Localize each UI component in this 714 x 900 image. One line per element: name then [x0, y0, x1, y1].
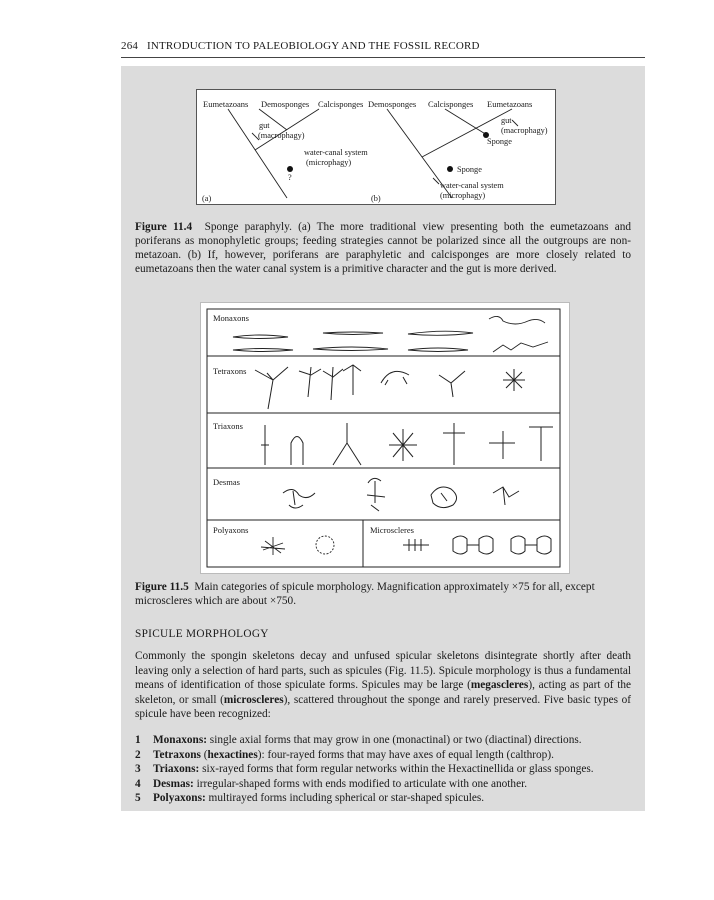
cladogram-b-gut-label: gut: [501, 116, 512, 125]
list-item-term: Triaxons:: [153, 763, 200, 775]
list-item-term: Desmas:: [153, 777, 194, 790]
list-item-number: 1: [135, 734, 141, 746]
microsclere-spicule-1: [403, 539, 429, 551]
triaxon-spicule-7: [529, 427, 553, 461]
row-label-desmas: Desmas: [213, 477, 240, 487]
list-item-number: 2: [135, 748, 141, 761]
monaxon-spicules: [233, 316, 548, 352]
cladogram-a-taxon-1: Eumetazoans: [203, 99, 249, 109]
triaxon-spicule-5: [443, 423, 465, 465]
row-label-tetraxons: Tetraxons: [213, 366, 247, 376]
monaxon-spicule-4: [489, 316, 545, 324]
cladogram-b-taxon-3: Eumetazoans: [487, 99, 533, 109]
row-label-microscleres: Microscleres: [370, 525, 414, 535]
triaxon-spicule-3: [333, 423, 361, 465]
cladogram-a-taxon-3: Calcisponges: [318, 99, 364, 109]
list-item-text: single axial forms that may grow in one (monactinal) or two (diactinal) directions.: [206, 734, 582, 746]
cladogram-a-gut-label: gut: [259, 121, 270, 130]
cladogram-b-wcs-label: water-canal system: [440, 181, 504, 190]
figure-11-4-caption: [135, 220, 631, 276]
cladogram-b-taxon-2: Calcisponges: [428, 99, 474, 109]
list-item: [135, 777, 635, 792]
desma-spicule-3: [431, 487, 457, 508]
polyaxon-spicule-2: [316, 536, 334, 554]
tetraxon-spicule-4: [343, 365, 361, 395]
triaxon-spicules: [261, 423, 553, 465]
microsclere-spicules: [403, 536, 551, 554]
cladogram-a-gut-sub: (macrophagy): [258, 131, 305, 140]
list-item-number: 4: [135, 777, 141, 790]
triaxon-spicule-6: [489, 431, 515, 459]
tetraxon-spicules: [255, 365, 525, 409]
tetraxon-spicule-5: [381, 371, 409, 385]
paragraph-text-1: Commonly the spongin skeletons decay and unfused spicular skeletons disintegrate shortly after death leaving only a selection of hard parts, such as spicules (Fig. 11.5). Spicule morphology is thus a fundamental means of identification of those spiculate forms. Spicules may be large (: [135, 650, 631, 691]
list-item: [135, 733, 635, 748]
list-item-text: (: [200, 748, 208, 761]
running-title: INTRODUCTION TO PALEOBIOLOGY AND THE FOSSIL RECORD: [146, 40, 480, 52]
list-item-text-secondary: ): four-rayed forms that may have axes of equal length (calthrop).: [257, 748, 554, 761]
list-item-term: Monaxons:: [153, 734, 207, 746]
list-item: [135, 748, 635, 763]
figure-11-4-caption-text: Sponge paraphyly. (a) The more traditional view presenting both the eumetazoans and poriferans as monophyletic groups; feeding strategies cannot be polarized since all the outgroups are non-metazoan. (b) If, however, poriferans are paraphyletic and calcisponges are more closely related to eumetazoans then the water canal system is a primitive character and the gut is more derived.: [135, 221, 632, 275]
monaxon-spicule-5: [233, 349, 293, 352]
paragraph-text-3: ), scattered throughout the sponge and rarely preserved. Five basic types of spicule have been recognized:: [135, 693, 631, 720]
cladogram-a-taxon-2: Demosponges: [261, 99, 310, 109]
list-item: [135, 762, 635, 777]
tetraxon-spicule-1: [255, 367, 288, 409]
tetraxon-spicule-2: [299, 367, 321, 397]
list-item-text: irregular-shaped forms with ends modified to articulate with one another.: [193, 777, 528, 790]
row-label-monaxons: Monaxons: [213, 313, 249, 323]
list-item-term-secondary: hexactines: [207, 748, 258, 761]
monaxon-spicule-6: [313, 347, 388, 351]
tetraxon-spicule-3: [323, 367, 343, 400]
monaxon-spicule-7: [408, 348, 468, 352]
page-number: 264: [121, 40, 139, 52]
polyaxon-spicules: [261, 536, 334, 555]
cladogram-a-wcs-label: water-canal system: [304, 148, 368, 157]
monaxon-spicule-1: [233, 335, 288, 339]
desma-spicule-1: [283, 489, 315, 508]
cladogram-a-wcs-sub: (microphagy): [306, 158, 352, 167]
cladogram-b-branch-eumetazoans: [422, 109, 512, 157]
cladogram-b-sponge-upper: Sponge: [487, 137, 512, 146]
cladogram-a-panel-label: (a): [202, 194, 212, 203]
cladogram-figure: [197, 90, 555, 204]
triaxon-spicule-1: [261, 425, 269, 465]
microsclere-spicule-2: [453, 536, 493, 554]
cladogram-b-node-lower: [447, 166, 453, 172]
triaxon-spicule-4: [389, 429, 417, 461]
tetraxon-spicule-7: [503, 369, 525, 391]
list-item-text: multirayed forms including spherical or star-shaped spicules.: [205, 792, 485, 804]
body-paragraph: [135, 649, 631, 722]
cladogram-b-gut-sub: (macrophagy): [501, 126, 548, 135]
running-head: [121, 40, 645, 52]
term-microscleres: microscleres: [223, 693, 284, 706]
list-item-text: six-rayed forms that form regular networks within the Hexactinellida or glass sponges.: [199, 763, 594, 775]
figure-11-5-caption: [135, 580, 631, 608]
polyaxon-spicule-1: [261, 537, 285, 555]
desma-spicule-4: [493, 487, 519, 505]
cladogram-a-question: ?: [288, 173, 292, 182]
cladogram-b-wcs-sub: (microphagy): [440, 191, 486, 200]
row-label-polyaxons: Polyaxons: [213, 525, 249, 535]
row-label-triaxons: Triaxons: [213, 421, 243, 431]
monaxon-spicule-8: [493, 342, 548, 352]
cladogram-b-sponge-lower: Sponge: [457, 165, 482, 174]
list-item-number: 3: [135, 763, 141, 775]
section-heading: SPICULE MORPHOLOGY: [135, 628, 269, 640]
paragraph-text-2: ), acting as part of the skeleton, or small (: [135, 679, 631, 706]
desma-spicule-2: [367, 478, 385, 511]
figure-11-5-label: Figure 11.5: [135, 581, 189, 593]
list-item: [135, 791, 635, 806]
tetraxon-spicule-6: [439, 371, 465, 397]
list-item-term: Tetraxons: [153, 748, 201, 761]
figure-11-5-caption-text: Main categories of spicule morphology. Magnification approximately ×75 for all, except microscleres which are about ×750.: [135, 581, 595, 607]
figure-11-4-label: Figure 11.4: [135, 221, 193, 233]
cladogram-a-node: [287, 166, 293, 172]
figure-11-5-box: [201, 303, 569, 573]
desma-spicules: [283, 478, 519, 511]
list-item-term: Polyaxons:: [153, 792, 206, 804]
monaxon-spicule-3: [408, 331, 473, 335]
spicule-type-list: [135, 733, 635, 806]
spicule-table: [203, 305, 567, 571]
cladogram-a-branch-eumetazoans: [228, 109, 287, 198]
microsclere-spicule-3: [511, 536, 551, 554]
cladogram-b-taxon-1: Demosponges: [368, 99, 417, 109]
header-rule: [121, 57, 645, 58]
triaxon-spicule-2: [291, 437, 303, 466]
cladogram-b-panel-label: (b): [371, 194, 381, 203]
term-megascleres: megascleres: [470, 679, 529, 691]
figure-11-4-box: [196, 89, 556, 205]
monaxon-spicule-2: [323, 332, 383, 335]
cladogram-b-branch-calcisponges: [445, 109, 487, 135]
list-item-number: 5: [135, 792, 141, 804]
